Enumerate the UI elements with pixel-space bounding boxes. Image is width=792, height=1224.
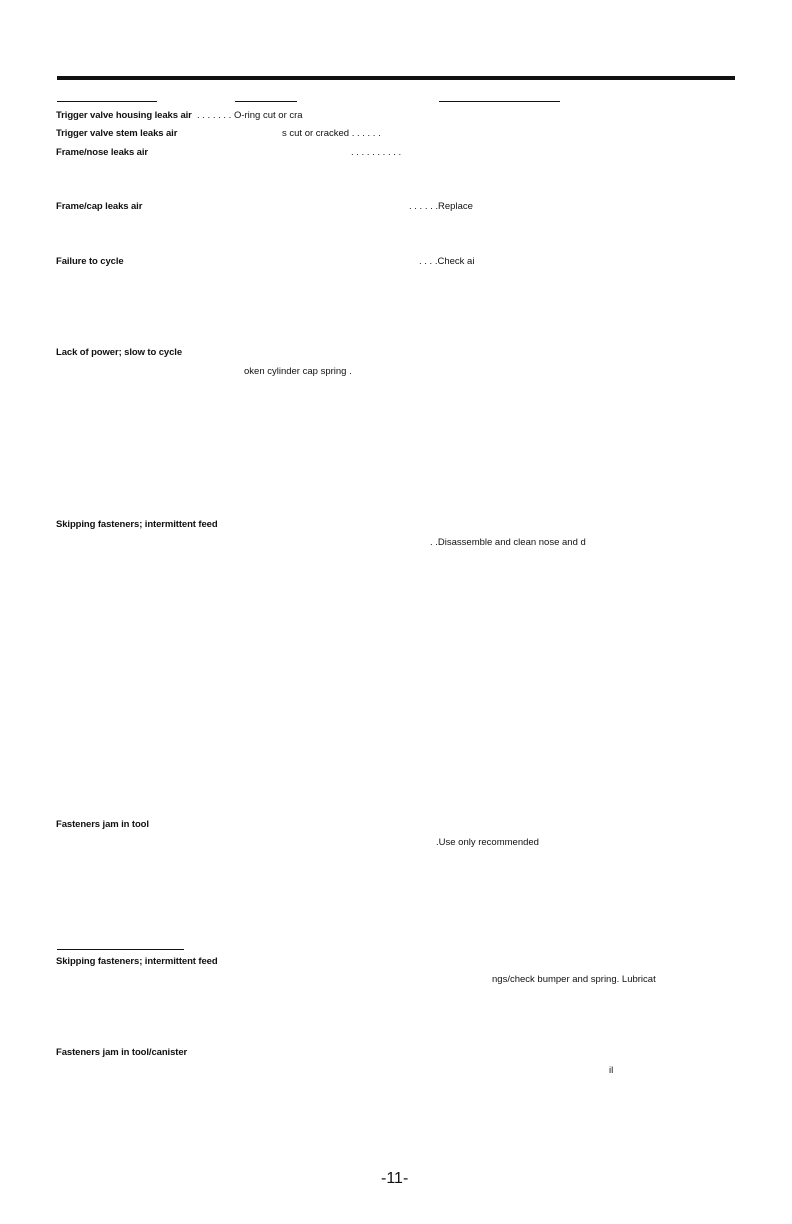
action-text: .Use only recommended	[436, 837, 539, 848]
cause-text: s cut or cracked . . . . . .	[282, 128, 381, 139]
cause-header-underline	[235, 101, 297, 102]
problem-label: Trigger valve housing leaks air	[56, 110, 192, 121]
problem-label: Frame/nose leaks air	[56, 147, 148, 158]
problem-header-underline	[57, 101, 157, 102]
problem-label: Failure to cycle	[56, 256, 124, 267]
problem-label: Skipping fasteners; intermittent feed	[56, 956, 218, 967]
problem-label: Trigger valve stem leaks air	[56, 128, 178, 139]
action-text: . .Disassemble and clean nose and d	[430, 537, 586, 548]
problem-label: Fasteners jam in tool/canister	[56, 1047, 188, 1058]
problem-label: Fasteners jam in tool	[56, 819, 149, 830]
action-text: . . . .Check ai	[419, 256, 475, 267]
section-underline	[57, 949, 184, 950]
page-number: -11-	[381, 1170, 409, 1187]
action-text: ngs/check bumper and spring. Lubricat	[492, 974, 656, 985]
action-text: il	[609, 1065, 614, 1076]
cause-text: . . . . . . . O-ring cut or cra	[197, 110, 303, 121]
corrective-action-header-underline	[439, 101, 560, 102]
top-rule	[57, 76, 735, 80]
action-text: . . . . . .Replace	[409, 201, 473, 212]
problem-label: Skipping fasteners; intermittent feed	[56, 519, 218, 530]
problem-label: Lack of power; slow to cycle	[56, 347, 183, 358]
cause-text: . . . . . . . . . .	[351, 147, 402, 158]
cause-text: oken cylinder cap spring .	[244, 366, 352, 377]
problem-label: Frame/cap leaks air	[56, 201, 143, 212]
